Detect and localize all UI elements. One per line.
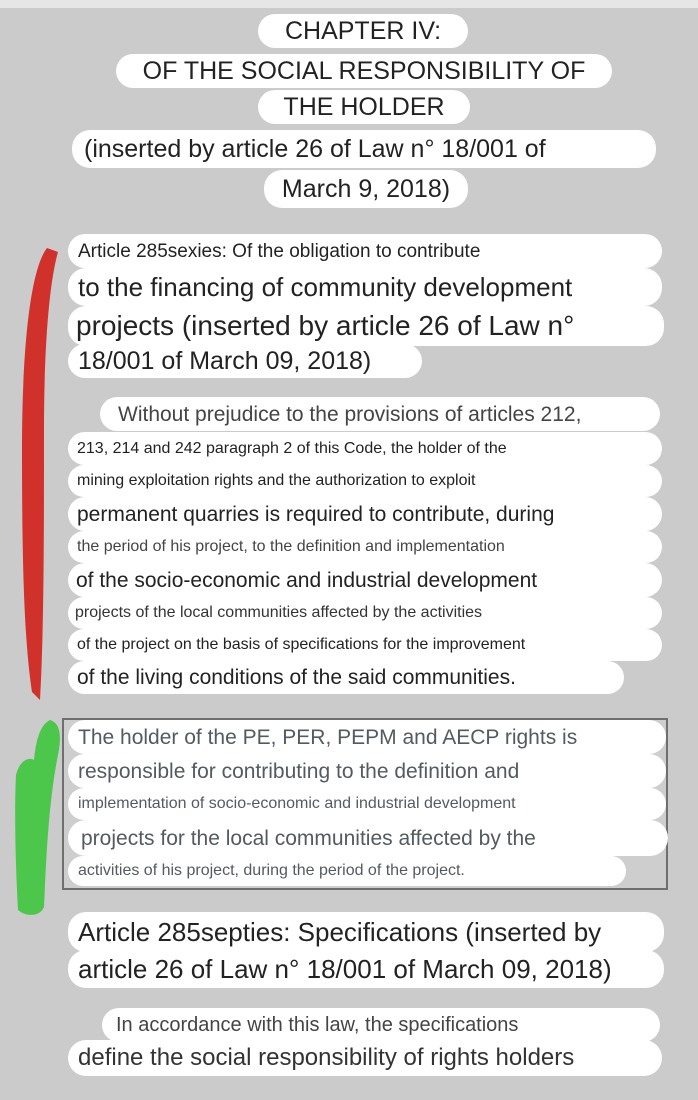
article-septies-title-line1: Article 285septies: Specifications (inserted by xyxy=(68,912,664,952)
chapter-number: CHAPTER IV: xyxy=(258,14,468,48)
article-sexies-body-line1: Without prejudice to the provisions of articles 212, xyxy=(100,397,660,431)
boxed-paragraph-line4: projects for the local communities affected by the xyxy=(68,820,668,856)
article-sexies-title-line1: Article 285sexies: Of the obligation to contribute xyxy=(68,234,662,268)
chapter-insertion-note-line2: March 9, 2018) xyxy=(264,170,468,208)
green-highlighter-mark xyxy=(0,715,70,920)
article-sexies-title-line3: projects (inserted by article 26 of Law n° xyxy=(68,306,664,346)
chapter-title-line1: OF THE SOCIAL RESPONSIBILITY OF xyxy=(116,54,612,88)
top-strip xyxy=(0,0,698,8)
article-septies-body-line1: In accordance with this law, the specifications xyxy=(102,1008,660,1042)
article-sexies-body-line2: 213, 214 and 242 paragraph 2 of this Code, the holder of the xyxy=(68,432,662,465)
chapter-insertion-note-line1: (inserted by article 26 of Law n° 18/001 of xyxy=(72,130,656,168)
article-sexies-body-line4: permanent quarries is required to contribute, during xyxy=(68,497,662,531)
red-highlighter-mark xyxy=(0,230,70,710)
boxed-paragraph-line2: responsible for contributing to the definition and xyxy=(68,754,666,788)
article-sexies-body-line3: mining exploitation rights and the authorization to exploit xyxy=(68,465,662,497)
article-sexies-title-line4: 18/001 of March 09, 2018) xyxy=(68,344,422,378)
article-sexies-body-line7: projects of the local communities affected by the activities xyxy=(68,597,662,629)
article-sexies-body-line5: the period of his project, to the definition and implementation xyxy=(68,531,662,563)
boxed-paragraph-line3: implementation of socio-economic and industrial development xyxy=(68,788,666,820)
boxed-paragraph-line5: activities of his project, during the period of the project. xyxy=(68,856,626,886)
article-sexies-body-line9: of the living conditions of the said communities. xyxy=(68,661,624,694)
article-septies-body-line2: define the social responsibility of rights holders xyxy=(68,1040,662,1076)
article-sexies-title-line2: to the financing of community development xyxy=(68,268,662,306)
chapter-title-line2: THE HOLDER xyxy=(258,90,470,124)
article-sexies-body-line6: of the socio-economic and industrial development xyxy=(68,563,662,597)
boxed-paragraph-line1: The holder of the PE, PER, PEPM and AECP rights is xyxy=(68,720,666,754)
article-septies-title-line2: article 26 of Law n° 18/001 of March 09, 2018) xyxy=(68,950,664,988)
article-sexies-body-line8: of the project on the basis of specifications for the improvement xyxy=(68,629,662,661)
